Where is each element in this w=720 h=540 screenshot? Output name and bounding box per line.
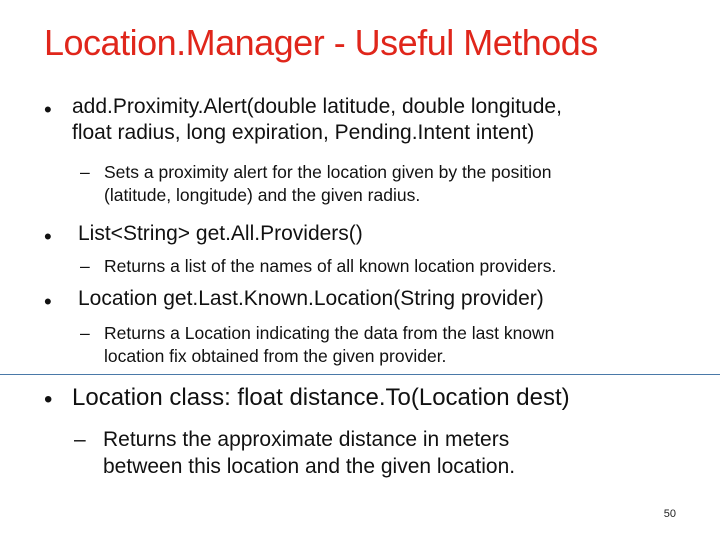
item-1-sub-line-1: Sets a proximity alert for the location given by the position bbox=[104, 162, 552, 182]
bullet-icon: • bbox=[44, 97, 52, 122]
item-3-sub-line-2: location fix obtained from the given provider. bbox=[104, 346, 447, 366]
divider-line bbox=[0, 374, 720, 375]
sub-dash-icon: – bbox=[80, 162, 90, 182]
item-1-line-2: float radius, long expiration, Pending.Intent intent) bbox=[72, 121, 535, 144]
sub-dash-icon: – bbox=[74, 428, 86, 451]
item-3-line-1: Location get.Last.Known.Location(String provider) bbox=[78, 287, 544, 310]
item-2-line-1: List<String> get.All.Providers() bbox=[78, 222, 363, 245]
sub-dash-icon: – bbox=[80, 323, 90, 343]
page-number: 50 bbox=[663, 508, 676, 520]
item-2-sub-line-1: Returns a list of the names of all known location providers. bbox=[104, 256, 557, 276]
bullet-icon: • bbox=[44, 289, 52, 314]
item-4-line-1: Location class: float distance.To(Location dest) bbox=[72, 384, 570, 411]
bullet-icon: • bbox=[44, 386, 53, 413]
item-4-sub-line-2: between this location and the given location. bbox=[103, 455, 516, 478]
item-4-sub-line-1: Returns the approximate distance in meters bbox=[103, 428, 510, 451]
item-1-line-1: add.Proximity.Alert(double latitude, double longitude, bbox=[72, 95, 562, 118]
sub-dash-icon: – bbox=[80, 256, 90, 276]
item-3-sub-line-1: Returns a Location indicating the data from the last known bbox=[104, 323, 555, 343]
slide-title: Location.Manager - Useful Methods bbox=[44, 22, 598, 63]
item-1-sub-line-2: (latitude, longitude) and the given radius. bbox=[104, 185, 421, 205]
bullet-icon: • bbox=[44, 224, 52, 249]
